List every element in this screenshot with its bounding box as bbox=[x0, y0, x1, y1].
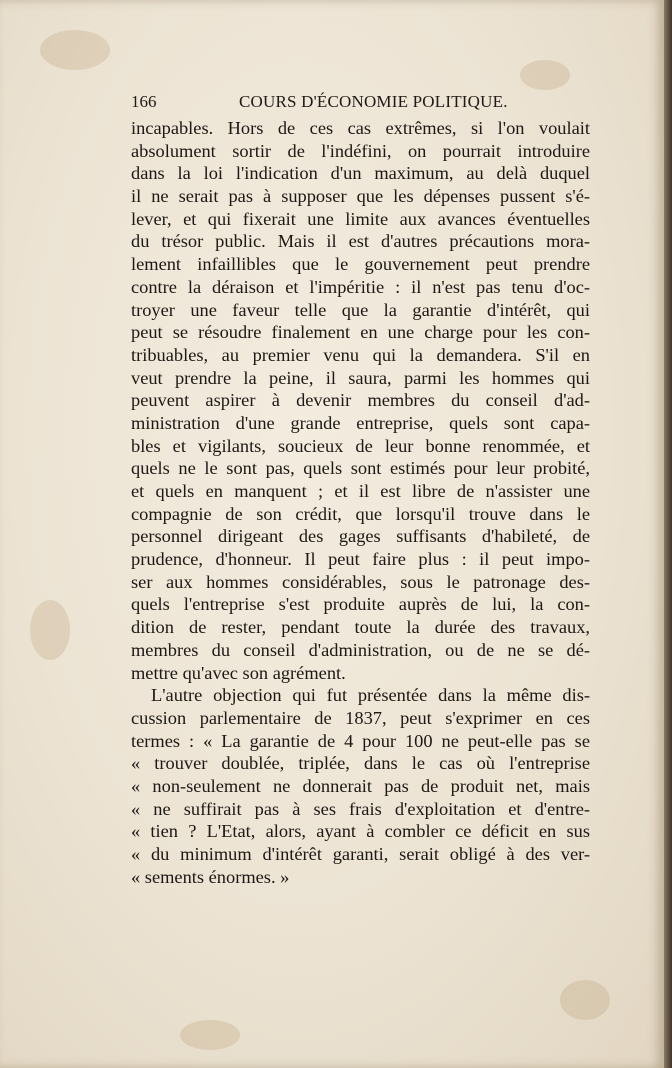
text-line: du trésor public. Mais il est d'autres précautions mora- bbox=[131, 231, 590, 252]
text-line: « sements énormes. » bbox=[131, 866, 290, 887]
page-edge-shadow bbox=[664, 0, 672, 1068]
text-line: tribuables, au premier venu qui la demandera. S'il en bbox=[131, 344, 590, 365]
text-line: dition de rester, pendant toute la durée des travaux, bbox=[131, 617, 590, 638]
text-line: peut se résoudre finalement en une charge pour les con- bbox=[131, 322, 590, 343]
text-line: « tien ? L'Etat, alors, ayant à combler ce déficit en sus bbox=[131, 821, 590, 842]
text-line: termes : « La garantie de 4 pour 100 ne peut-elle pas se bbox=[131, 730, 590, 751]
text-line: veut prendre la peine, il saura, parmi les hommes qui bbox=[131, 367, 590, 388]
text-line: « du minimum d'intérêt garanti, serait obligé à des ver- bbox=[131, 844, 590, 864]
text-line: mettre qu'avec son agrément. bbox=[131, 662, 346, 683]
text-line: lever, et qui fixerait une limite aux avances éventuelles bbox=[131, 208, 590, 229]
running-head bbox=[131, 92, 590, 114]
foxing-stain bbox=[560, 980, 610, 1020]
body-text bbox=[131, 117, 590, 888]
text-line: L'autre objection qui fut présentée dans la même dis- bbox=[151, 685, 590, 706]
text-line: bles et vigilants, soucieux de leur bonne renommée, et bbox=[131, 435, 590, 456]
text-line: lement infaillibles que le gouvernement peut prendre bbox=[131, 254, 590, 275]
text-line: « ne suffirait pas à ses frais d'exploitation et d'entre- bbox=[131, 798, 590, 819]
running-title: COURS D'ÉCONOMIE POLITIQUE. bbox=[239, 92, 508, 111]
text-line: personnel dirigeant des gages suffisants d'habileté, de bbox=[131, 526, 590, 547]
foxing-stain bbox=[180, 1020, 240, 1050]
text-line: il ne serait pas à supposer que les dépenses pussent s'é- bbox=[131, 186, 590, 207]
text-line: quels l'entreprise s'est produite auprès de lui, la con- bbox=[131, 594, 590, 615]
text-line: quels ne le sont pas, quels sont estimés pour leur probité, bbox=[131, 458, 590, 479]
text-line: et quels en manquent ; et il est libre de n'assister une bbox=[131, 481, 590, 501]
text-line: membres du conseil d'administration, ou de ne se dé- bbox=[131, 639, 590, 660]
text-line: « non-seulement ne donnerait pas de produit net, mais bbox=[131, 775, 590, 796]
text-line: ministration d'une grande entreprise, quels sont capa- bbox=[131, 412, 590, 433]
text-line: « trouver doublée, triplée, dans le cas où l'entreprise bbox=[131, 753, 590, 774]
page-number: 166 bbox=[131, 92, 157, 111]
text-line: incapables. Hors de ces cas extrêmes, si l'on voulait bbox=[131, 118, 590, 138]
foxing-stain bbox=[40, 30, 110, 70]
text-line: troyer une faveur telle que la garantie d'intérêt, qui bbox=[131, 299, 590, 320]
text-line: absolument sortir de l'indéfini, on pourrait introduire bbox=[131, 140, 590, 161]
text-line: cussion parlementaire de 1837, peut s'exprimer en ces bbox=[131, 707, 590, 728]
text-line: compagnie de son crédit, que lorsqu'il trouve dans le bbox=[131, 503, 590, 524]
text-line: ser aux hommes considérables, sous le patronage des- bbox=[131, 571, 590, 592]
text-line: prudence, d'honneur. Il peut faire plus : il peut impo- bbox=[131, 549, 590, 570]
foxing-stain bbox=[520, 60, 570, 90]
text-line: peuvent aspirer à devenir membres du conseil d'ad- bbox=[131, 390, 590, 411]
text-line: contre la déraison et l'impéritie : il n'est pas tenu d'oc- bbox=[131, 276, 590, 297]
foxing-stain bbox=[30, 600, 70, 660]
text-line: dans la loi l'indication d'un maximum, au delà duquel bbox=[131, 163, 590, 184]
